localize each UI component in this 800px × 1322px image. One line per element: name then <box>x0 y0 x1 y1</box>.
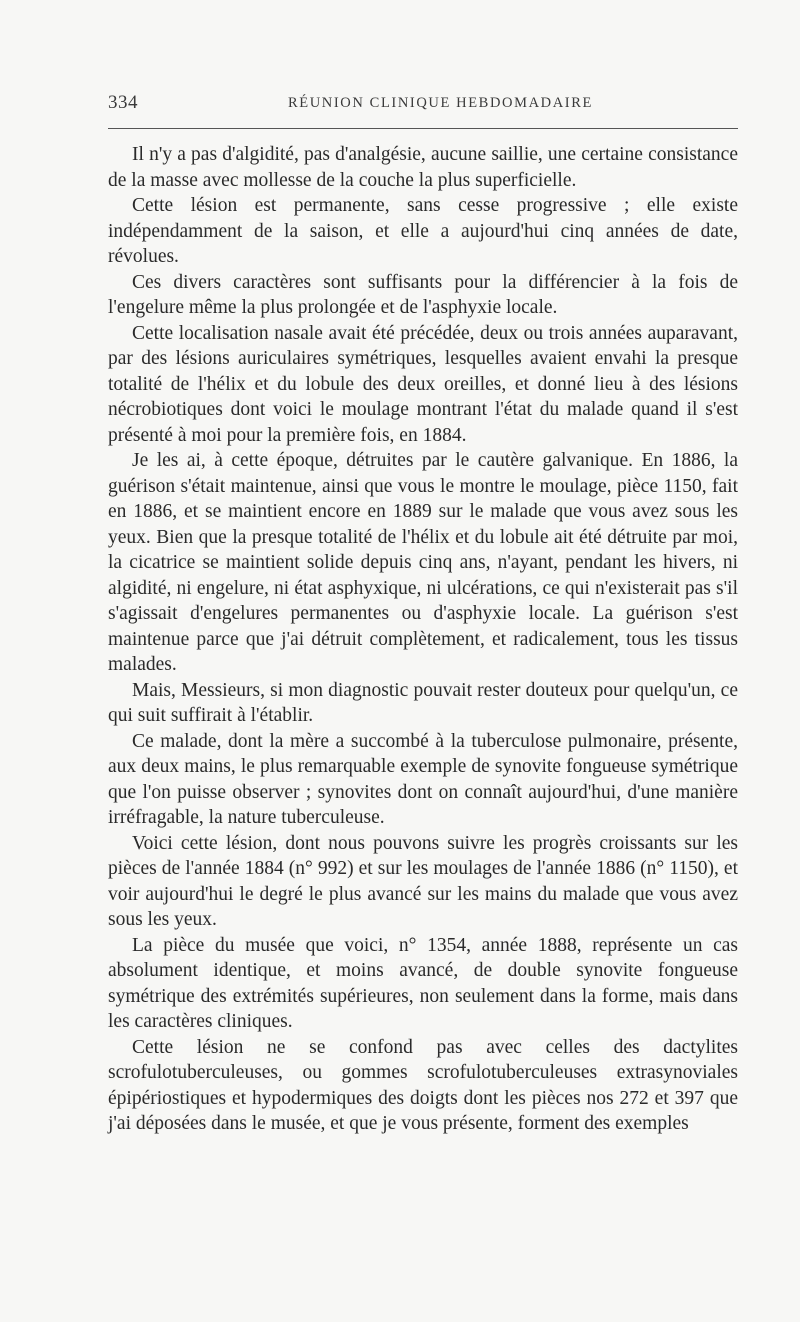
running-head-title: RÉUNION CLINIQUE HEBDOMADAIRE <box>288 95 593 111</box>
body-text <box>108 142 738 1137</box>
running-head <box>108 92 738 122</box>
paragraph: Cette localisation nasale avait été précédée, deux ou trois années auparavant, par des lésions auriculaires symétriques, lesquelles avaient envahi la presque totalité de l'hélix et du lobule des deux oreilles, et donné lieu à des lésions nécrobiotiques dont voici le moulage montrant l'état du malade quand il s'est présenté à moi pour la première fois, en 1884. <box>108 322 738 446</box>
paragraph: La pièce du musée que voici, n° 1354, année 1888, représente un cas absolument identique, et moins avancé, de double synovite fongueuse symétrique des extrémités supérieures, non seulement dans la forme, mais dans les caractères cliniques. <box>108 934 738 1032</box>
paragraph: Cette lésion ne se confond pas avec celles des dactylites scrofulotuberculeuses, ou gommes scrofulotuberculeuses extrasynoviales épipériostiques et hypodermiques des doigts dont les pièces nos 272 et 397 que j'ai déposées dans le musée, et que je vous présente, forment des exemples <box>108 1036 738 1134</box>
paragraph: Ce malade, dont la mère a succombé à la tuberculose pulmonaire, présente, aux deux mains, le plus remarquable exemple de synovite fongueuse symétrique que l'on puisse observer ; synovites dont on connaît aujourd'hui, d'une manière irréfragable, la nature tuberculeuse. <box>108 730 738 828</box>
paragraph: Ces divers caractères sont suffisants pour la différencier à la fois de l'engelure même la plus prolongée et de l'asphyxie locale. <box>108 271 738 318</box>
header-rule <box>108 128 738 129</box>
paragraph: Mais, Messieurs, si mon diagnostic pouvait rester douteux pour quelqu'un, ce qui suit suffirait à l'établir. <box>108 679 738 726</box>
paragraph: Voici cette lésion, dont nous pouvons suivre les progrès croissants sur les pièces de l'année 1884 (n° 992) et sur les moulages de l'année 1886 (n° 1150), et voir aujourd'hui le degré le plus avancé sur les mains du malade que vous avez sous les yeux. <box>108 832 738 930</box>
paragraph: Cette lésion est permanente, sans cesse progressive ; elle existe indépendamment de la saison, et elle a aujourd'hui cinq années de date, révolues. <box>108 195 738 267</box>
page-number: 334 <box>108 92 138 113</box>
paragraph: Il n'y a pas d'algidité, pas d'analgésie, aucune saillie, une certaine consistance de la masse avec mollesse de la couche la plus superficielle. <box>108 144 738 191</box>
paragraph: Je les ai, à cette époque, détruites par le cautère galvanique. En 1886, la guérison s'était maintenue, ainsi que vous le montre le moulage, pièce 1150, fait en 1886, et se maintient encore en 1889 sur le malade que vous avez sous les yeux. Bien que la presque totalité de l'hélix et du lobule ait été détruite par moi, la cicatrice se maintient solide depuis cinq ans, n'ayant, pendant les hivers, ni algidité, ni engelure, ni état asphyxique, ni ulcérations, ce qui n'existerait pas s'il s'agissait d'engelures permanentes ou d'asphyxie locale. La guérison s'est maintenue parce que j'ai détruit complètement, et radicalement, tous les tissus malades. <box>108 450 738 675</box>
